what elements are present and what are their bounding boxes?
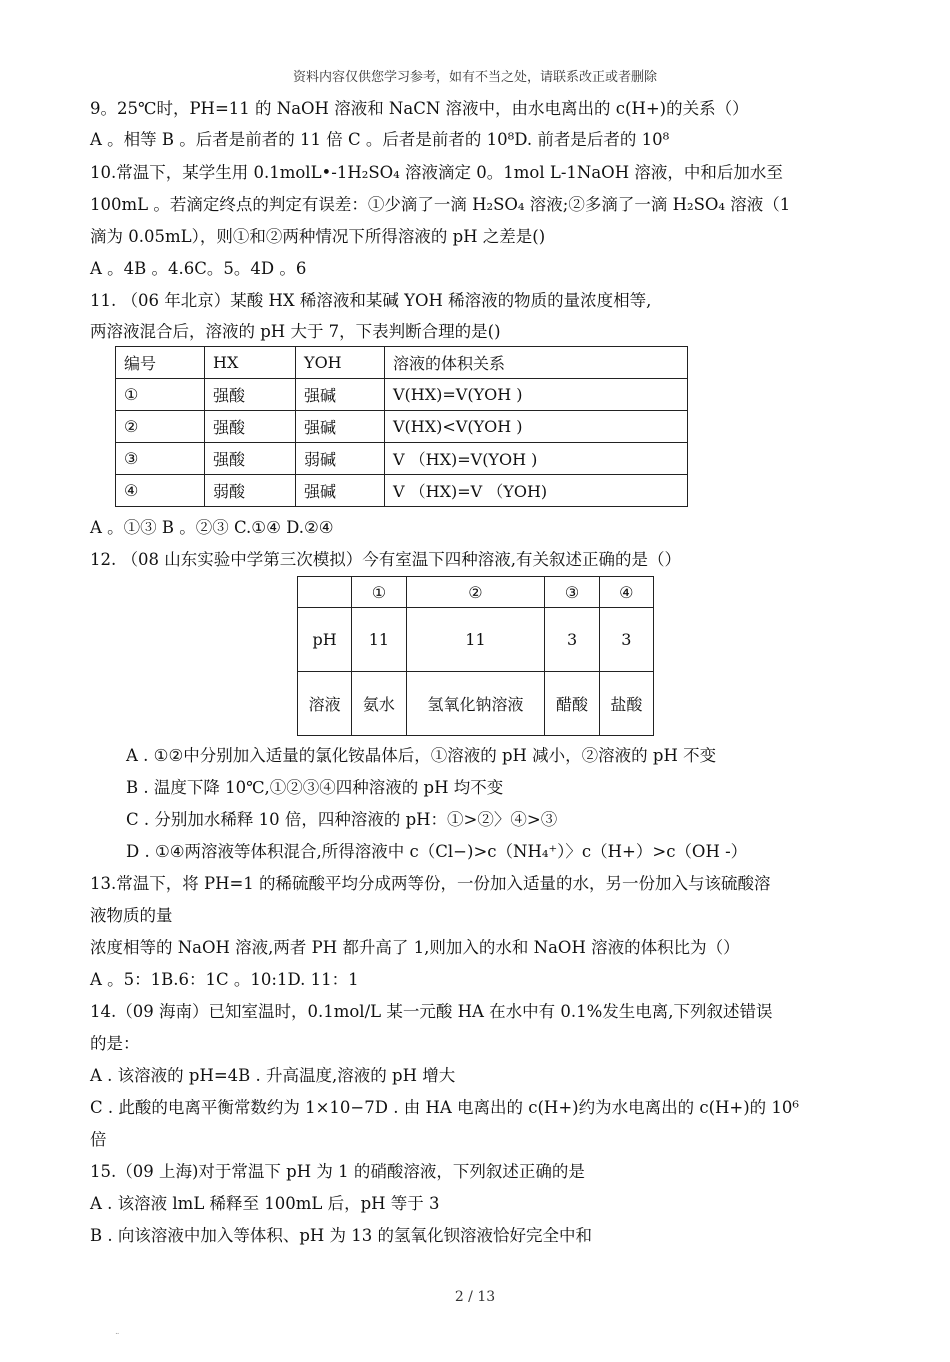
question-13-line-1: 13.常温下，将 PH=1 的稀硫酸平均分成两等份，一份加入适量的水，另一份加入与该硫酸溶	[90, 874, 771, 893]
question-12-option-b: B . 温度下降 10℃,①②③④四种溶液的 pH 均不变	[126, 778, 504, 797]
table-header-cell: 编号	[116, 347, 205, 379]
question-14-options-cd: C . 此酸的电离平衡常数约为 1×10−7D . 由 HA 电离出的 c(H+)约为水电离出的 c(H+)的 10⁶	[90, 1098, 800, 1117]
table-row	[116, 379, 688, 411]
table-header-cell: YOH	[296, 347, 385, 379]
question-9: 9。25℃时，PH=11 的 NaOH 溶液和 NaCN 溶液中，由水电离出的 c(H+)的关系（）	[90, 99, 749, 118]
table-row	[116, 411, 688, 443]
table-row	[298, 608, 654, 672]
table-cell: V （HX)=V(YOH )	[385, 443, 688, 475]
question-11-table	[115, 346, 688, 507]
table-cell: 强碱	[296, 411, 385, 443]
table-cell: 11	[406, 608, 545, 672]
question-13-line-2: 液物质的量	[90, 906, 173, 925]
question-9-options: A 。相等 B 。后者是前者的 11 倍 C 。后者是前者的 10⁸D. 前者是后者的 10⁸	[90, 130, 670, 149]
table-cell: ②	[116, 411, 205, 443]
question-11-line-1: 11. （06 年北京）某酸 HX 稀溶液和某碱 YOH 稀溶液的物质的量浓度相等,	[90, 291, 652, 310]
table-row	[116, 443, 688, 475]
page-number: 2 / 13	[454, 1289, 496, 1305]
table-cell: 强酸	[205, 411, 296, 443]
table-cell: pH	[298, 608, 352, 672]
table-cell: V(HX)<V(YOH )	[385, 411, 688, 443]
table-cell: 强碱	[296, 475, 385, 507]
table-header-cell	[298, 577, 352, 608]
table-cell: 11	[352, 608, 406, 672]
question-15-option-a: A . 该溶液 lmL 稀释至 100mL 后，pH 等于 3	[90, 1194, 440, 1213]
table-cell: 强碱	[296, 379, 385, 411]
table-cell: 强酸	[205, 443, 296, 475]
table-cell: 氢氧化钠溶液	[406, 672, 545, 736]
question-12-option-c: C . 分别加水稀释 10 倍，四种溶液的 pH：①>②〉④>③	[126, 810, 558, 829]
table-cell: V （HX)=V （YOH)	[385, 475, 688, 507]
table-cell: 氨水	[352, 672, 406, 736]
table-row	[298, 672, 654, 736]
table-cell: 弱酸	[205, 475, 296, 507]
table-header-cell: ④	[599, 577, 653, 608]
question-14-line-2: 的是：	[90, 1034, 140, 1053]
table-cell: 溶液	[298, 672, 352, 736]
question-15: 15.（09 上海)对于常温下 pH 为 1 的硝酸溶液，下列叙述正确的是	[90, 1162, 585, 1181]
question-13-options: A 。5：1B.6：1C 。10:1D. 11：1	[90, 970, 359, 989]
question-14-options-cd-cont: 倍	[90, 1130, 107, 1149]
table-header-cell: ③	[545, 577, 599, 608]
table-header-cell: ①	[352, 577, 406, 608]
table-row	[116, 475, 688, 507]
question-11-line-2: 两溶液混合后，溶液的 pH 大于 7，下表判断合理的是()	[90, 322, 501, 341]
question-12-option-d: D . ①④两溶液等体积混合,所得溶液中 c（Cl−)>c（NH₄⁺）〉c（H+）>c（OH -）	[126, 842, 748, 861]
table-cell: ①	[116, 379, 205, 411]
question-10-options: A 。4B 。4.6C。5。4D 。6	[90, 259, 307, 278]
page-header: 资料内容仅供您学习参考，如有不当之处，请联系改正或者删除	[292, 70, 657, 85]
question-10-line-2: 100mL 。若滴定终点的判定有误差：①少滴了一滴 H₂SO₄ 溶液;②多滴了一滴 H₂SO₄ 溶液（1	[90, 195, 791, 214]
question-12-table	[297, 576, 654, 736]
table-header-cell: HX	[205, 347, 296, 379]
question-11-options: A 。①③ B 。②③ C.①④ D.②④	[90, 518, 334, 537]
table-cell: V(HX)=V(YOH )	[385, 379, 688, 411]
table-cell: 弱碱	[296, 443, 385, 475]
table-cell: 醋酸	[545, 672, 599, 736]
table-cell: 3	[545, 608, 599, 672]
table-header-cell: ②	[406, 577, 545, 608]
question-10-line-1: 10.常温下，某学生用 0.1molL•-1H₂SO₄ 溶液滴定 0。1mol L-1NaOH 溶液，中和后加水至	[90, 163, 783, 182]
table-header-row	[116, 347, 688, 379]
question-14-line-1: 14.（09 海南）已知室温时，0.1mol/L 某一元酸 HA 在水中有 0.1%发生电离,下列叙述错误	[90, 1002, 773, 1021]
table-cell: 3	[599, 608, 653, 672]
question-10-line-3: 滴为 0.05mL），则①和②两种情况下所得溶液的 pH 之差是()	[90, 227, 546, 246]
table-cell: 强酸	[205, 379, 296, 411]
question-12: 12. （08 山东实验中学第三次模拟）今有室温下四种溶液,有关叙述正确的是（）	[90, 550, 681, 569]
question-13-line-3: 浓度相等的 NaOH 溶液,两者 PH 都升高了 1,则加入的水和 NaOH 溶液的体积比为（）	[90, 938, 740, 957]
question-12-option-a: A . ①②中分别加入适量的氯化铵晶体后，①溶液的 pH 减小，②溶液的 pH 不变	[126, 746, 717, 765]
table-cell: 盐酸	[599, 672, 653, 736]
table-header-cell: 溶液的体积关系	[385, 347, 688, 379]
scan-mark: ¨	[115, 1333, 120, 1343]
table-header-row	[298, 577, 654, 608]
question-14-options-ab: A . 该溶液的 pH=4B . 升高温度,溶液的 pH 增大	[90, 1066, 456, 1085]
table-cell: ③	[116, 443, 205, 475]
table-cell: ④	[116, 475, 205, 507]
question-15-option-b: B . 向该溶液中加入等体积、pH 为 13 的氢氧化钡溶液恰好完全中和	[90, 1226, 593, 1245]
